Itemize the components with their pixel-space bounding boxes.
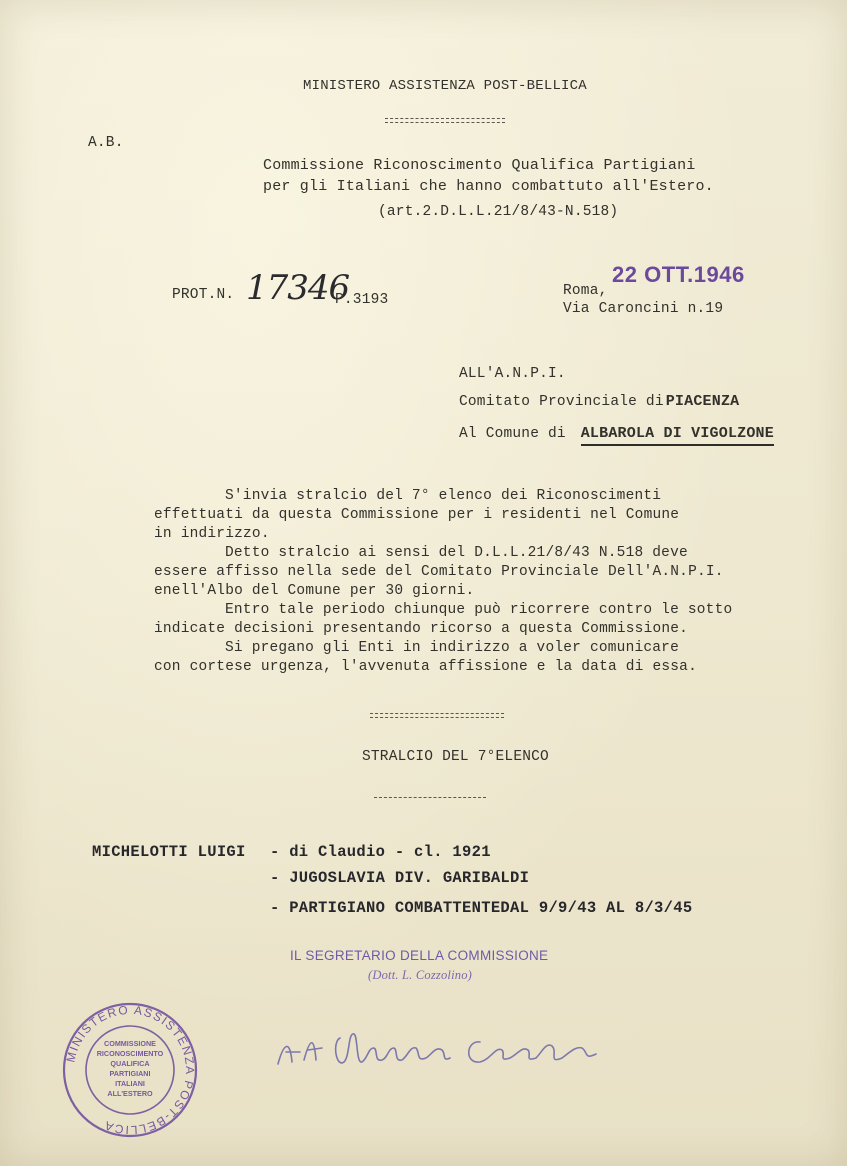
commission-title-line2: per gli Italiani che hanno combattuto all'Estero.	[263, 178, 714, 195]
header-separator	[385, 118, 505, 123]
body-line-4: Detto stralcio ai sensi del D.L.L.21/8/43 N.518 deve	[225, 545, 688, 561]
protocol-number-handwritten: 17346	[246, 268, 350, 308]
seal-outer-text: MINISTERO ASSISTENZA POST-BELLICA	[63, 1002, 198, 1138]
extract-separator-bottom	[374, 797, 486, 798]
entry-name: MICHELOTTI LUIGI	[92, 843, 246, 861]
handwritten-signature	[270, 1012, 620, 1082]
entry-line-2: - JUGOSLAVIA DIV. GARIBALDI	[270, 869, 530, 887]
extract-title: STRALCIO DEL 7°ELENCO	[362, 749, 549, 765]
address: Via Caroncini n.19	[563, 301, 724, 317]
entry-line-1: - di Claudio - cl. 1921	[270, 843, 491, 861]
body-line-3: in indirizzo.	[154, 526, 270, 542]
office-initials: A.B.	[88, 135, 124, 151]
date-stamp: 22 OTT.1946	[612, 262, 745, 287]
protocol-code: P.3193	[335, 292, 389, 308]
seal-inner-2: RICONOSCIMENTO	[96, 1049, 164, 1058]
recipient-committee-province: PIACENZA	[665, 393, 740, 410]
recipient-anpi: ALL'A.N.P.I.	[459, 366, 566, 382]
body-line-9: Si pregano gli Enti in indirizzo a voler comunicare	[225, 640, 679, 656]
body-line-2: effettuati da questa Commissione per i residenti nel Comune	[154, 507, 680, 523]
ministry-seal	[60, 1000, 200, 1140]
legal-reference: (art.2.D.L.L.21/8/43-N.518)	[378, 204, 619, 220]
seal-inner-5: ITALIANI	[115, 1079, 145, 1088]
seal-inner-6: ALL'ESTERO	[107, 1089, 153, 1098]
entry-line-3: - PARTIGIANO COMBATTENTEDAL 9/9/43 AL 8/3/45	[270, 899, 693, 917]
recipient-comune	[459, 425, 774, 442]
recipient-comune-label: Al Comune di	[459, 426, 566, 442]
secretary-name-stamp: (Dott. L. Cozzolino)	[368, 968, 473, 982]
recipient-committee	[459, 393, 739, 410]
recipient-committee-label: Comitato Provinciale di	[459, 394, 664, 410]
extract-separator-top	[370, 713, 504, 718]
recipient-comune-name: ALBAROLA DI VIGOLZONE	[581, 425, 774, 446]
city: Roma,	[563, 283, 608, 299]
seal-inner-1: COMMISSIONE	[104, 1039, 156, 1048]
commission-title-line1: Commissione Riconoscimento Qualifica Partigiani	[263, 157, 696, 174]
ministry-heading: MINISTERO ASSISTENZA POST-BELLICA	[303, 78, 587, 94]
seal-inner-3: QUALIFICA	[110, 1059, 150, 1068]
protocol-prefix: PROT.N.	[172, 287, 235, 303]
secretary-title-stamp: IL SEGRETARIO DELLA COMMISSIONE	[290, 948, 549, 963]
body-line-5: essere affisso nella sede del Comitato Provinciale Dell'A.N.P.I.	[154, 564, 724, 580]
body-line-10: con cortese urgenza, l'avvenuta affissione e la data di essa.	[154, 659, 697, 675]
body-line-6: enell'Albo del Comune per 30 giorni.	[154, 583, 475, 599]
body-line-1: S'invia stralcio del 7° elenco dei Riconoscimenti	[225, 488, 662, 504]
seal-inner-4: PARTIGIANI	[109, 1069, 151, 1078]
body-line-7: Entro tale periodo chiunque può ricorrere contro le sotto	[225, 602, 733, 618]
body-line-8: indicate decisioni presentando ricorso a questa Commissione.	[154, 621, 689, 637]
